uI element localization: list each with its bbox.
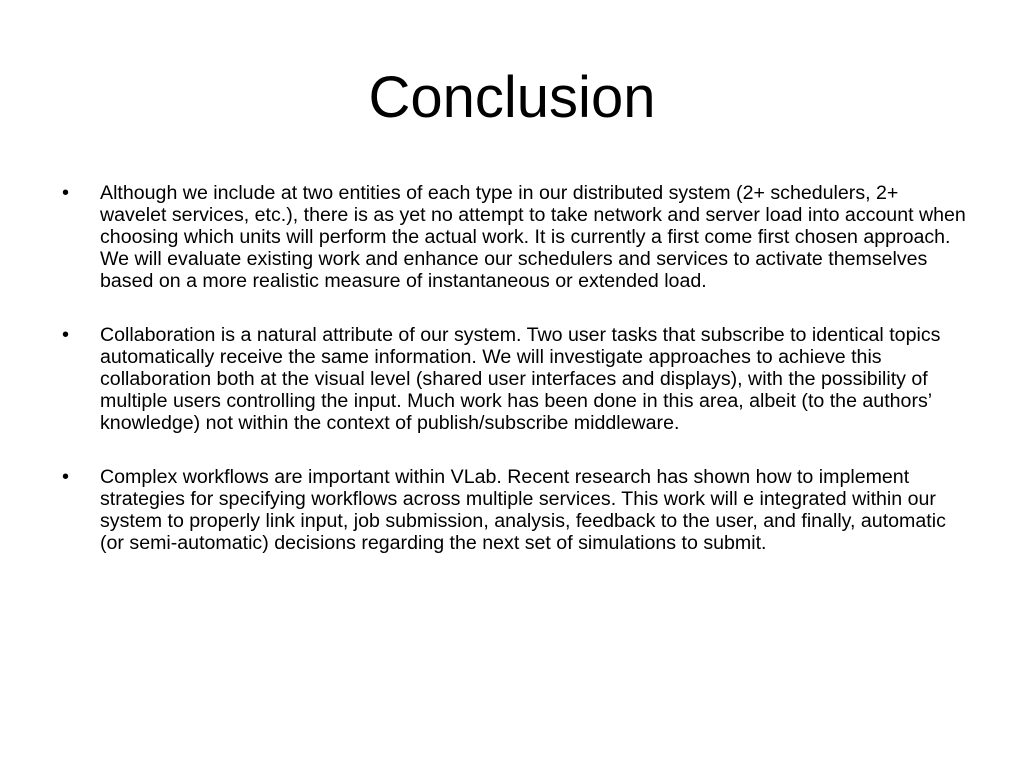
bullet-item: [56, 324, 968, 434]
bullet-list: [56, 182, 968, 586]
bullet-text-workflows: Complex workflows are important within VLab. Recent research has shown how to implement strategies for specifying workflows across multiple services. This work will e integrated within our system to properly link input, job submission, analysis, feedback to the user, and finally, automatic (or semi-automatic) decisions regarding the next set of simulations to submit.: [100, 466, 946, 554]
bullet-text-network-load: Although we include at two entities of each type in our distributed system (2+ schedulers, 2+ wavelet services, etc.), there is as yet no attempt to take network and server load into account when choosing which units will perform the actual work. It is currently a first come first chosen approach. We will evaluate existing work and enhance our schedulers and services to activate themselves based on a more realistic measure of instantaneous or extended load.: [100, 182, 966, 292]
slide-title: Conclusion: [368, 65, 656, 130]
bullet-marker: •: [62, 324, 70, 346]
bullet-text-collaboration: Collaboration is a natural attribute of our system. Two user tasks that subscribe to identical topics automatically receive the same information. We will investigate approaches to achieve this collaboration both at the visual level (shared user interfaces and displays), with the possibility of multiple users controlling the input. Much work has been done in this area, albeit (to the authors’ knowledge) not within the context of publish/subscribe middleware.: [100, 324, 941, 434]
bullet-marker: •: [62, 466, 70, 488]
bullet-marker: •: [62, 182, 70, 204]
bullet-item: [56, 182, 968, 292]
bullet-item: [56, 466, 968, 554]
